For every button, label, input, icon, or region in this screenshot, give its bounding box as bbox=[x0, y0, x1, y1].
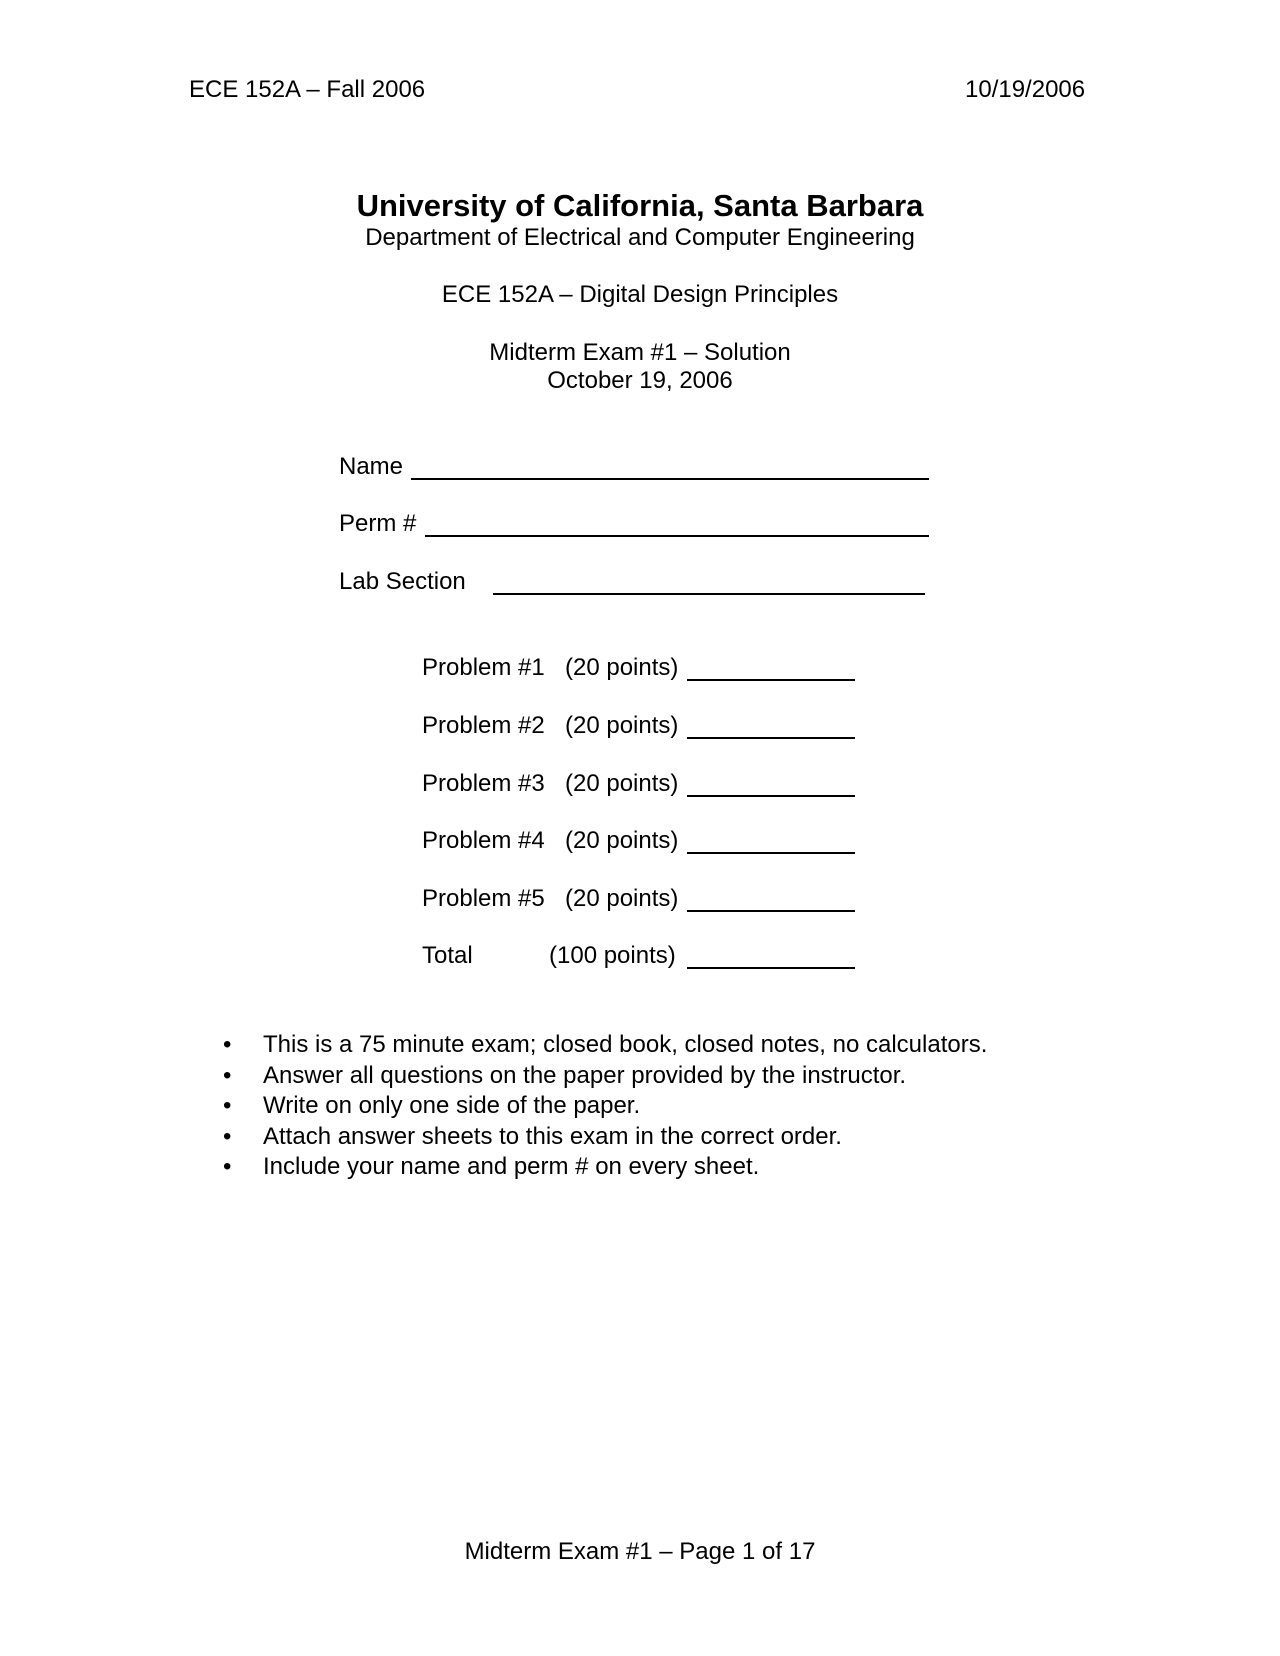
problem-points: (20 points) bbox=[565, 770, 679, 797]
header-date: 10/19/2006 bbox=[965, 76, 1086, 103]
list-item bbox=[219, 1122, 987, 1153]
score-row bbox=[422, 770, 862, 800]
score-line[interactable] bbox=[687, 679, 855, 681]
rule-text: Write on only one side of the paper. bbox=[263, 1092, 641, 1119]
rule-text: Include your name and perm # on every sheet. bbox=[263, 1153, 760, 1180]
exam-title: Midterm Exam #1 – Solution bbox=[489, 339, 791, 366]
exam-date: October 19, 2006 bbox=[547, 367, 733, 394]
list-item bbox=[219, 1061, 987, 1092]
header-course-term: ECE 152A – Fall 2006 bbox=[189, 76, 426, 103]
exam-rules-list bbox=[219, 1030, 987, 1183]
lab-section-label: Lab Section bbox=[339, 568, 466, 595]
rule-text: Answer all questions on the paper provided by the instructor. bbox=[263, 1061, 907, 1089]
list-item bbox=[219, 1030, 987, 1061]
score-row bbox=[422, 654, 862, 684]
problem-points: (20 points) bbox=[565, 712, 679, 739]
problem-label: Problem #1 bbox=[422, 654, 545, 681]
score-row bbox=[422, 712, 862, 742]
score-line[interactable] bbox=[687, 737, 855, 739]
name-field-label: Name bbox=[339, 453, 404, 480]
name-field-line[interactable] bbox=[411, 478, 929, 480]
problem-points: (20 points) bbox=[565, 827, 679, 854]
bullet: • bbox=[223, 1061, 232, 1089]
bullet: • bbox=[223, 1092, 232, 1119]
score-line[interactable] bbox=[687, 795, 855, 797]
perm-field-label: Perm # bbox=[339, 510, 417, 537]
score-row bbox=[422, 827, 862, 857]
total-row bbox=[422, 942, 862, 972]
bullet: • bbox=[223, 1153, 232, 1180]
department-name: Department of Electrical and Computer Engineering bbox=[365, 224, 915, 251]
problem-points: (20 points) bbox=[565, 654, 679, 681]
rule-text: Attach answer sheets to this exam in the correct order. bbox=[263, 1122, 842, 1150]
perm-field-line[interactable] bbox=[425, 535, 929, 537]
problem-points: (20 points) bbox=[565, 885, 679, 912]
score-row bbox=[422, 885, 862, 915]
problem-label: Problem #2 bbox=[422, 712, 545, 739]
problem-label: Problem #3 bbox=[422, 770, 545, 797]
problem-label: Problem #5 bbox=[422, 885, 545, 912]
total-score-line[interactable] bbox=[687, 967, 855, 969]
list-item bbox=[219, 1091, 987, 1122]
page-footer: Midterm Exam #1 – Page 1 of 17 bbox=[464, 1538, 816, 1565]
score-line[interactable] bbox=[687, 910, 855, 912]
bullet: • bbox=[223, 1122, 232, 1150]
rule-text: This is a 75 minute exam; closed book, closed notes, no calculators. bbox=[263, 1031, 988, 1058]
lab-section-line[interactable] bbox=[493, 593, 925, 595]
list-item bbox=[219, 1152, 987, 1183]
course-title: ECE 152A – Digital Design Principles bbox=[441, 281, 839, 308]
problem-label: Problem #4 bbox=[422, 827, 545, 854]
bullet: • bbox=[223, 1031, 232, 1058]
university-title: University of California, Santa Barbara bbox=[356, 188, 924, 223]
total-label: Total bbox=[422, 942, 473, 969]
total-points: (100 points) bbox=[549, 942, 676, 969]
score-line[interactable] bbox=[687, 852, 855, 854]
